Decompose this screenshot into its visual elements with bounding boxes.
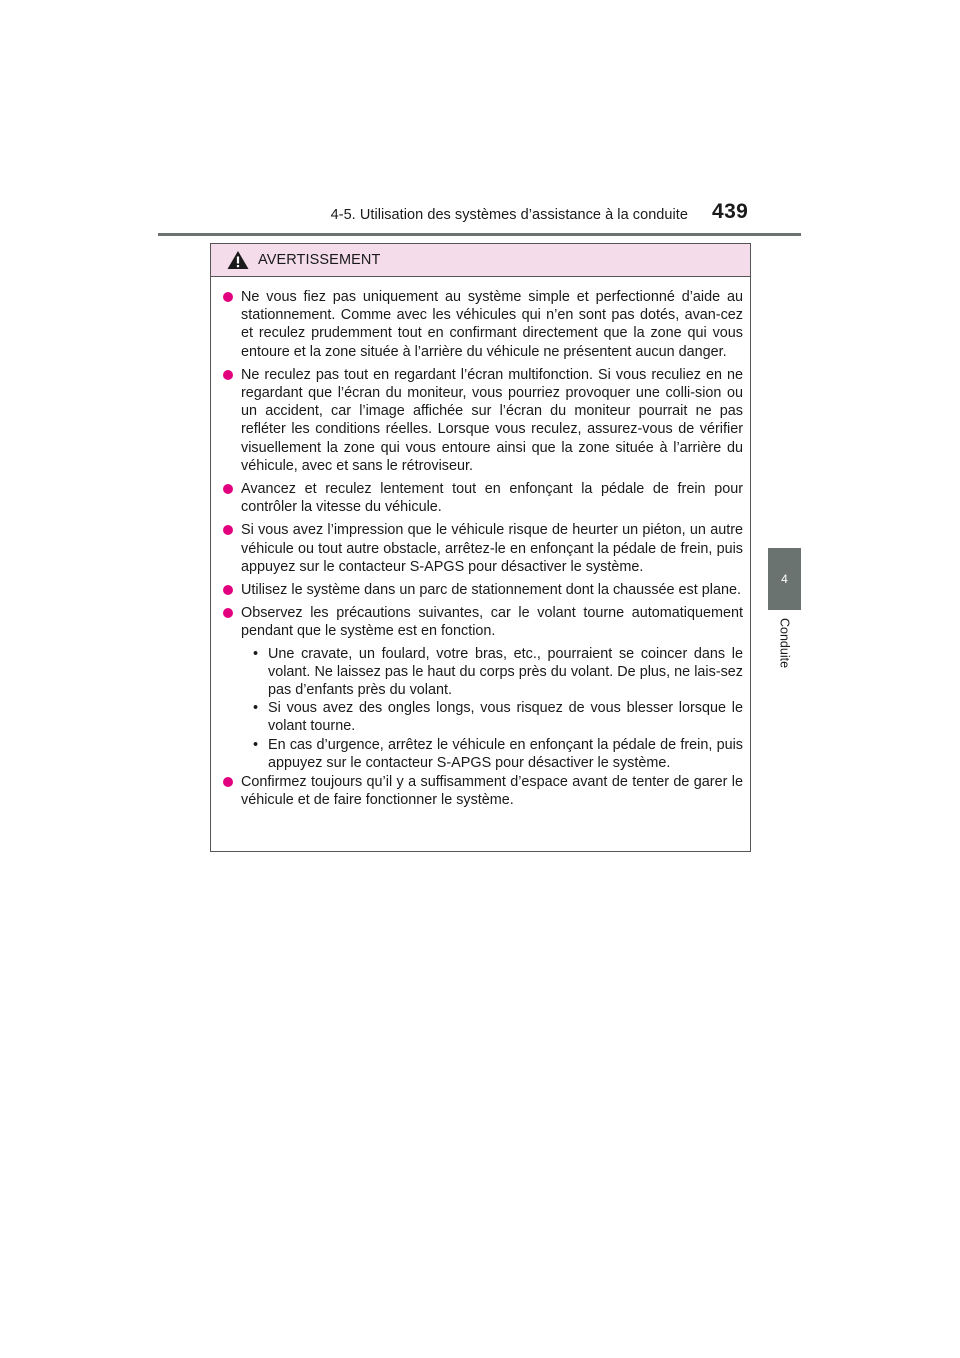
warning-item-text: Avancez et reculez lentement tout en enfonçant la pédale de frein pour contrôler la vitesse du véhicule. [241,481,743,516]
sub-list-text: Une cravate, un foulard, votre bras, etc., pourraient se coincer dans le volant. Ne laissez pas le haut du corps près du volant. De plus, ne lais-sez pas d’enfants près du volant. [268,645,743,699]
sub-bullet-mark: • [253,736,259,753]
warning-item [223,581,743,599]
warning-box [210,243,751,852]
chapter-label: Conduite [777,618,792,669]
bullet-dot-icon [223,292,233,302]
warning-item-text: Si vous avez l’impression que le véhicule risque de heurter un piéton, un autre véhicule ou tout autre obstacle, arrêtez-le en enfonçant la pédale de frein, puis appuyez sur le contacteur S-APGS pour désactiver le système. [241,522,743,575]
section-title: 4-5. Utilisation des systèmes d’assistance à la conduite [330,207,688,223]
bullet-dot-icon [223,370,233,380]
warning-header [211,244,750,277]
warning-item-text: Confirmez toujours qu’il y a suffisamment d’espace avant de tenter de garer le véhicule et de faire fonctionner le système. [241,774,743,809]
chapter-number: 4 [781,572,788,586]
bullet-dot-icon [223,585,233,595]
sub-list-item [253,699,743,735]
warning-item-text: Ne reculez pas tout en regardant l’écran multifonction. Si vous reculiez en ne regardant que l’écran du moniteur, vous pourriez provoquer une colli-sion ou un accident, car l’image affichée sur l’écran du moniteur pourrait ne pas refléter les conditions réelles. Lorsque vous reculez, assurez-vous de vérifier visuellement la zone qui vous entoure ainsi que la zone située à l’arrière du véhicule, avec et sans le rétroviseur. [241,366,743,474]
warning-item-text: Observez les précautions suivantes, car le volant tourne automatiquement pendant que le système est en fonction. [241,605,743,640]
bullet-dot-icon [223,525,233,535]
warning-item [223,773,743,809]
warning-item [223,288,743,361]
warning-body [211,277,750,809]
warning-title: AVERTISSEMENT [258,252,381,268]
precaution-sub-list [223,645,743,772]
warning-item [223,366,743,475]
warning-item [223,604,743,640]
header-rule [158,233,801,236]
bullet-dot-icon [223,777,233,787]
sub-list-item [253,736,743,772]
sub-bullet-mark: • [253,645,259,662]
warning-item [223,480,743,516]
chapter-tab [768,548,801,610]
sub-list-text: Si vous avez des ongles longs, vous risquez de vous blesser lorsque le volant tourne. [268,700,743,735]
warning-item-text: Utilisez le système dans un parc de stationnement dont la chaussée est plane. [241,582,741,599]
page-number: 439 [712,200,749,223]
bullet-dot-icon [223,608,233,618]
warning-item-text: Ne vous fiez pas uniquement au système simple et perfectionné d’aide au stationnement. Comme avec les véhicules qui n’en sont pas dotés, avan-cez et reculez prudemment tout en confirmant directement que la zone qui vous entoure et la zone située à l’arrière du véhicule ne présentent aucun danger. [241,289,743,360]
warning-triangle-icon [227,250,249,270]
sub-bullet-mark: • [253,700,259,717]
warning-item [223,521,743,576]
bullet-dot-icon [223,484,233,494]
sub-list-item [253,645,743,700]
sub-list-text: En cas d’urgence, arrêtez le véhicule en enfonçant la pédale de frein, puis appuyez sur le contacteur S-APGS pour désactiver le système. [268,736,743,771]
